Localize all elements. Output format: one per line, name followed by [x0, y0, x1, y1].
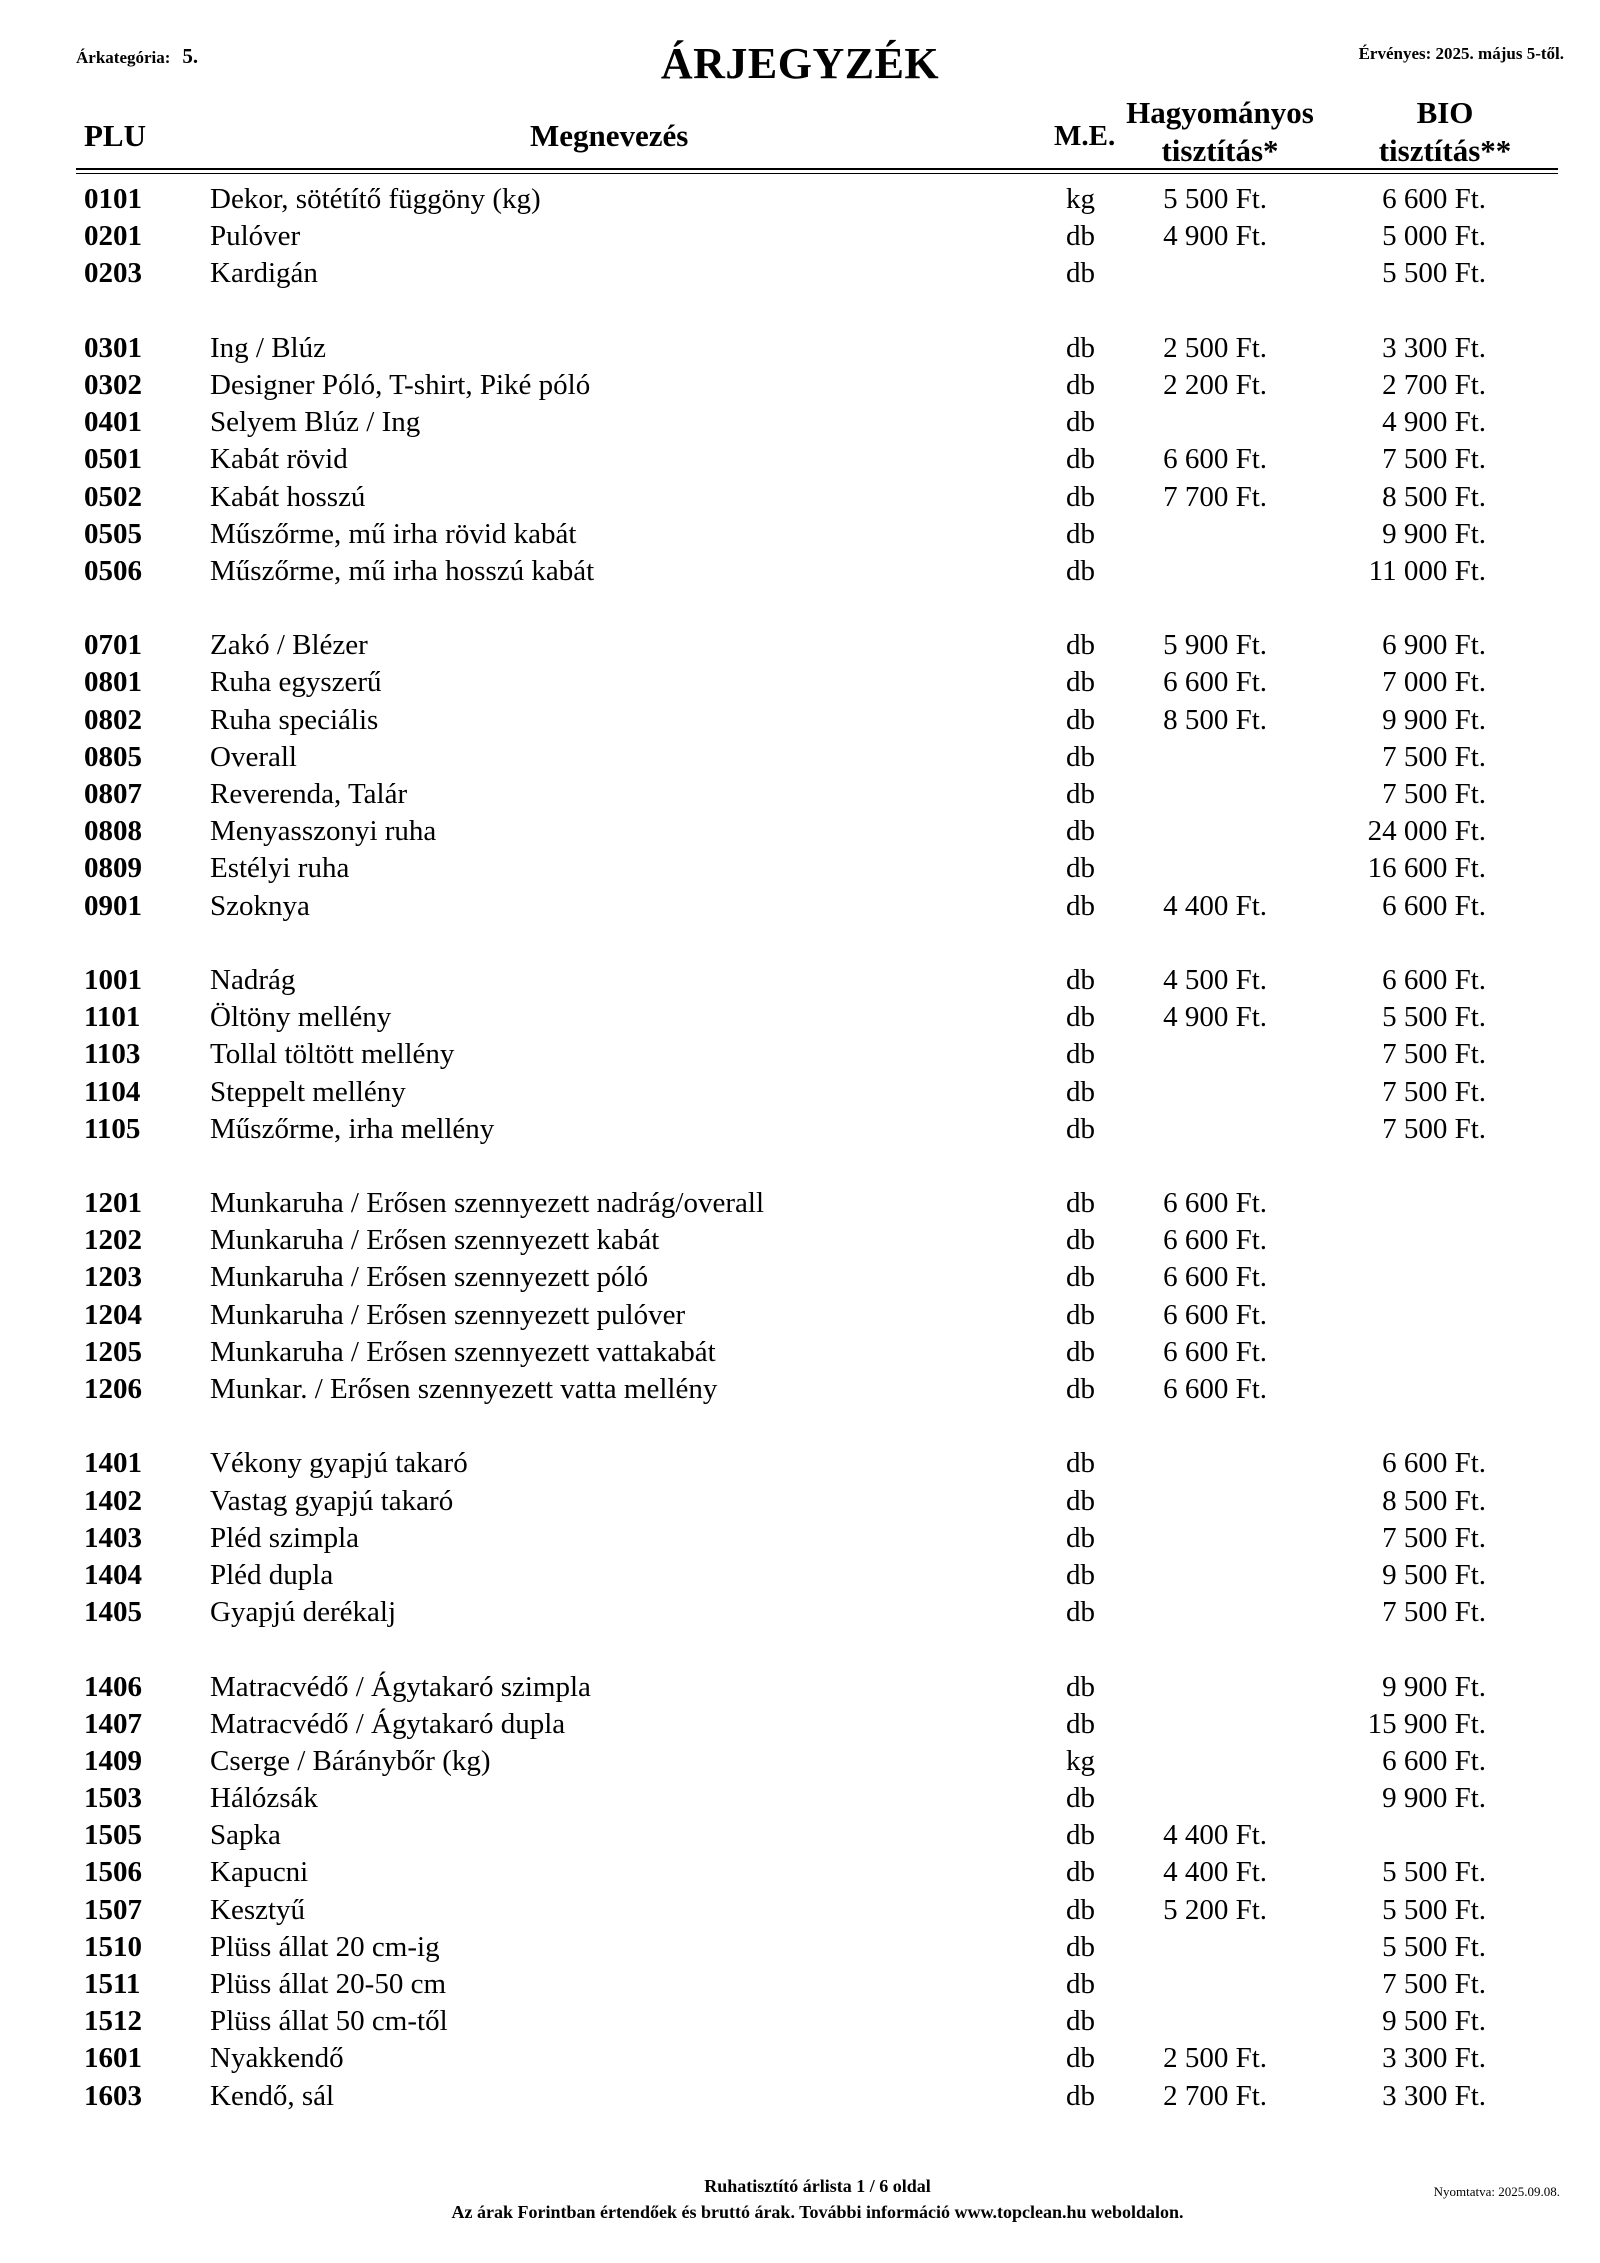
cell-unit: db [1066, 703, 1095, 736]
cell-bio-price: 7 500 Ft. [1382, 1075, 1486, 1108]
cell-plu: 0502 [84, 480, 142, 513]
table-row [0, 553, 1600, 590]
cell-bio-price: 3 300 Ft. [1382, 2079, 1486, 2112]
cell-unit: db [1066, 1261, 1095, 1294]
cell-plu: 0809 [84, 852, 142, 885]
cell-name: Hálózsák [210, 1782, 318, 1815]
cell-traditional-price: 6 600 Ft. [1163, 666, 1267, 699]
table-row [0, 2040, 1600, 2077]
cell-plu: 0101 [84, 183, 142, 215]
cell-bio-price: 7 500 Ft. [1382, 1112, 1486, 1145]
table-row [0, 218, 1600, 255]
table-row [0, 627, 1600, 664]
cell-unit: db [1066, 740, 1095, 773]
cell-name: Munkar. / Erősen szennyezett vatta mellény [210, 1373, 718, 1405]
cell-name: Kardigán [210, 257, 318, 290]
cell-unit: db [1066, 1484, 1095, 1517]
cell-bio-price: 5 500 Ft. [1382, 1893, 1486, 1926]
cell-bio-price: 9 500 Ft. [1382, 1558, 1486, 1591]
cell-bio-price: 7 500 Ft. [1382, 740, 1486, 773]
cell-unit: db [1066, 1224, 1095, 1257]
table-row [0, 1669, 1600, 1706]
cell-bio-price: 5 500 Ft. [1382, 1001, 1486, 1034]
table-row [0, 1780, 1600, 1817]
cell-name: Kesztyű [210, 1893, 306, 1926]
cell-unit: db [1066, 1001, 1095, 1034]
price-category-label: Árkategória: [76, 48, 171, 67]
cell-name: Pléd szimpla [210, 1521, 360, 1554]
cell-traditional-price: 6 600 Ft. [1163, 443, 1267, 476]
cell-name: Steppelt mellény [210, 1075, 406, 1108]
cell-name: Munkaruha / Erősen szennyezett vattakabát [210, 1335, 716, 1368]
cell-unit: db [1066, 889, 1095, 922]
cell-name: Sapka [210, 1819, 281, 1852]
table-row [0, 962, 1600, 999]
cell-bio-price: 6 600 Ft. [1382, 1744, 1486, 1777]
column-header-traditional-line1: Hagyományos [1126, 95, 1314, 130]
cell-unit: db [1066, 1298, 1095, 1331]
cell-plu: 0801 [84, 666, 142, 699]
table-row [0, 441, 1600, 478]
cell-bio-price: 9 900 Ft. [1382, 1782, 1486, 1815]
cell-unit: db [1066, 1707, 1095, 1740]
table-row [0, 1520, 1600, 1557]
table-row [0, 181, 1600, 218]
cell-traditional-price: 6 600 Ft. [1163, 1261, 1267, 1294]
cell-unit: db [1066, 2042, 1095, 2075]
table-spacer [0, 1631, 1600, 1668]
cell-plu: 1204 [84, 1298, 142, 1331]
cell-traditional-price: 4 400 Ft. [1163, 889, 1267, 922]
cell-bio-price: 5 500 Ft. [1382, 1930, 1486, 1963]
cell-bio-price: 6 600 Ft. [1382, 183, 1486, 215]
cell-plu: 1406 [84, 1670, 142, 1703]
table-row [0, 404, 1600, 441]
cell-plu: 1201 [84, 1187, 142, 1220]
cell-plu: 1603 [84, 2079, 142, 2112]
cell-bio-price: 5 500 Ft. [1382, 257, 1486, 290]
cell-name: Designer Póló, T-shirt, Piké póló [210, 368, 591, 401]
cell-name: Munkaruha / Erősen szennyezett kabát [210, 1224, 660, 1257]
table-row [0, 1706, 1600, 1743]
cell-traditional-price: 8 500 Ft. [1163, 703, 1267, 736]
cell-traditional-price: 2 500 Ft. [1163, 2042, 1267, 2075]
cell-bio-price: 8 500 Ft. [1382, 1484, 1486, 1517]
cell-traditional-price: 6 600 Ft. [1163, 1187, 1267, 1220]
cell-bio-price: 5 500 Ft. [1382, 1856, 1486, 1889]
cell-name: Munkaruha / Erősen szennyezett nadrág/overall [210, 1187, 765, 1220]
cell-unit: db [1066, 666, 1095, 699]
cell-bio-price: 24 000 Ft. [1367, 815, 1486, 848]
cell-plu: 0701 [84, 629, 142, 662]
table-row [0, 1371, 1600, 1408]
cell-bio-price: 6 600 Ft. [1382, 963, 1486, 996]
cell-traditional-price: 2 700 Ft. [1163, 2079, 1267, 2112]
cell-name: Kapucni [210, 1856, 309, 1889]
table-row [0, 1111, 1600, 1148]
cell-bio-price: 7 500 Ft. [1382, 1596, 1486, 1629]
cell-plu: 1405 [84, 1596, 142, 1629]
cell-plu: 0501 [84, 443, 142, 476]
cell-unit: db [1066, 1112, 1095, 1145]
cell-bio-price: 7 500 Ft. [1382, 778, 1486, 810]
cell-unit: db [1066, 2005, 1095, 2038]
cell-plu: 1103 [84, 1038, 141, 1071]
cell-unit: db [1066, 1075, 1095, 1108]
cell-traditional-price: 2 500 Ft. [1163, 331, 1267, 364]
cell-name: Öltöny mellény [210, 1001, 392, 1034]
cell-plu: 1503 [84, 1782, 142, 1815]
cell-unit: db [1066, 554, 1095, 587]
table-row [0, 739, 1600, 776]
cell-plu: 1202 [84, 1224, 142, 1257]
cell-bio-price: 9 900 Ft. [1382, 1670, 1486, 1703]
cell-unit: db [1066, 220, 1095, 253]
cell-plu: 0301 [84, 331, 142, 364]
cell-traditional-price: 7 700 Ft. [1163, 480, 1267, 513]
cell-unit: db [1066, 1930, 1095, 1963]
table-row [0, 1892, 1600, 1929]
cell-unit: db [1066, 778, 1095, 810]
table-row [0, 1036, 1600, 1073]
cell-unit: db [1066, 1558, 1095, 1591]
cell-unit: db [1066, 368, 1095, 401]
cell-plu: 0506 [84, 554, 142, 587]
table-spacer [0, 1408, 1600, 1445]
cell-unit: db [1066, 1521, 1095, 1554]
table-row [0, 1297, 1600, 1334]
cell-plu: 0808 [84, 815, 142, 848]
cell-name: Munkaruha / Erősen szennyezett póló [210, 1261, 649, 1294]
table-row [0, 999, 1600, 1036]
table-row [0, 2078, 1600, 2115]
cell-traditional-price: 5 900 Ft. [1163, 629, 1267, 662]
cell-name: Ruha egyszerű [210, 666, 382, 699]
cell-unit: db [1066, 443, 1095, 476]
cell-unit: db [1066, 629, 1095, 662]
cell-name: Tollal töltött mellény [210, 1038, 455, 1071]
cell-name: Szoknya [210, 889, 310, 922]
column-header-name: Megnevezés [530, 118, 689, 153]
cell-unit: db [1066, 406, 1095, 439]
cell-unit: db [1066, 1038, 1095, 1071]
table-row [0, 330, 1600, 367]
table-spacer [0, 1148, 1600, 1185]
table-spacer [0, 925, 1600, 962]
cell-plu: 0505 [84, 517, 142, 550]
cell-name: Kabát rövid [210, 443, 348, 476]
table-row [0, 367, 1600, 404]
cell-traditional-price: 5 500 Ft. [1163, 183, 1267, 215]
cell-bio-price: 8 500 Ft. [1382, 480, 1486, 513]
cell-unit: db [1066, 1373, 1095, 1405]
column-header-plu: PLU [84, 118, 146, 153]
table-row [0, 850, 1600, 887]
cell-plu: 1404 [84, 1558, 142, 1591]
table-row [0, 1222, 1600, 1259]
cell-unit: db [1066, 331, 1095, 364]
cell-unit: db [1066, 1819, 1095, 1852]
table-row [0, 813, 1600, 850]
cell-plu: 1407 [84, 1707, 142, 1740]
column-header-traditional-line2: tisztítás* [1161, 133, 1279, 168]
cell-name: Munkaruha / Erősen szennyezett pulóver [210, 1298, 686, 1331]
cell-traditional-price: 4 400 Ft. [1163, 1856, 1267, 1889]
column-header-unit: M.E. [1054, 120, 1116, 152]
cell-bio-price: 5 000 Ft. [1382, 220, 1486, 253]
cell-name: Plüss állat 20-50 cm [210, 1968, 447, 2000]
cell-unit: db [1066, 2079, 1095, 2112]
cell-plu: 1402 [84, 1484, 142, 1517]
cell-name: Ruha speciális [210, 703, 379, 736]
cell-name: Matracvédő / Ágytakaró dupla [210, 1707, 566, 1740]
cell-bio-price: 3 300 Ft. [1382, 2042, 1486, 2075]
cell-plu: 1505 [84, 1819, 142, 1852]
cell-unit: db [1066, 1447, 1095, 1480]
cell-name: Kendő, sál [210, 2079, 335, 2112]
cell-plu: 1205 [84, 1335, 142, 1368]
table-row [0, 888, 1600, 925]
cell-name: Műszőrme, mű irha rövid kabát [210, 517, 577, 550]
cell-plu: 0805 [84, 740, 142, 773]
cell-name: Selyem Blúz / Ing [210, 406, 421, 439]
cell-traditional-price: 4 500 Ft. [1163, 963, 1267, 996]
cell-bio-price: 7 500 Ft. [1382, 443, 1486, 476]
cell-name: Pléd dupla [210, 1558, 334, 1591]
cell-bio-price: 7 500 Ft. [1382, 1521, 1486, 1554]
table-row [0, 664, 1600, 701]
page-title: ÁRJEGYZÉK [660, 39, 940, 88]
cell-unit: db [1066, 1782, 1095, 1815]
cell-plu: 0302 [84, 368, 142, 401]
table-spacer [0, 590, 1600, 627]
table-row [0, 2003, 1600, 2040]
cell-name: Dekor, sötétítő függöny (kg) [210, 183, 541, 215]
cell-plu: 1601 [84, 2042, 142, 2075]
cell-bio-price: 15 900 Ft. [1367, 1707, 1486, 1740]
table-row [0, 1259, 1600, 1296]
cell-bio-price: 7 500 Ft. [1382, 1968, 1486, 2000]
cell-plu: 0401 [84, 406, 142, 439]
table-row [0, 1594, 1600, 1631]
cell-name: Plüss állat 50 cm-től [210, 2005, 448, 2038]
cell-bio-price: 6 600 Ft. [1382, 889, 1486, 922]
cell-traditional-price: 5 200 Ft. [1163, 1893, 1267, 1926]
cell-name: Nyakkendő [210, 2042, 344, 2075]
cell-plu: 1401 [84, 1447, 142, 1480]
cell-bio-price: 6 600 Ft. [1382, 1447, 1486, 1480]
price-category-value: 5. [182, 44, 199, 68]
header-divider-thick [76, 168, 1558, 170]
table-row [0, 1334, 1600, 1371]
cell-plu: 1206 [84, 1373, 142, 1405]
table-row [0, 479, 1600, 516]
cell-plu: 0201 [84, 220, 142, 253]
table-row [0, 1817, 1600, 1854]
cell-name: Estélyi ruha [210, 852, 350, 885]
cell-name: Overall [210, 740, 297, 773]
cell-unit: db [1066, 1335, 1095, 1368]
table-row [0, 1743, 1600, 1780]
table-row [0, 1483, 1600, 1520]
table-row [0, 1557, 1600, 1594]
cell-traditional-price: 6 600 Ft. [1163, 1373, 1267, 1405]
cell-bio-price: 7 500 Ft. [1382, 1038, 1486, 1071]
cell-bio-price: 16 600 Ft. [1367, 852, 1486, 885]
footer-note: Az árak Forintban értendőek és bruttó árak. További információ www.topclean.hu weboldalon. [451, 2202, 1184, 2222]
cell-name: Gyapjú derékalj [210, 1596, 397, 1629]
cell-plu: 0203 [84, 257, 142, 290]
cell-plu: 0802 [84, 703, 142, 736]
cell-traditional-price: 6 600 Ft. [1163, 1298, 1267, 1331]
cell-name: Menyasszonyi ruha [210, 815, 437, 848]
cell-plu: 1510 [84, 1930, 142, 1963]
cell-unit: db [1066, 480, 1095, 513]
cell-plu: 1507 [84, 1893, 142, 1926]
cell-plu: 1512 [84, 2005, 142, 2038]
table-row [0, 776, 1600, 813]
cell-name: Reverenda, Talár [210, 778, 408, 810]
cell-unit: db [1066, 517, 1095, 550]
cell-name: Pulóver [210, 220, 301, 253]
cell-bio-price: 3 300 Ft. [1382, 331, 1486, 364]
column-header-bio [1345, 94, 1545, 170]
table-row [0, 255, 1600, 292]
cell-traditional-price: 6 600 Ft. [1163, 1335, 1267, 1368]
cell-unit: db [1066, 963, 1095, 996]
cell-unit: kg [1066, 183, 1095, 215]
cell-unit: db [1066, 1893, 1095, 1926]
cell-bio-price: 9 900 Ft. [1382, 517, 1486, 550]
cell-name: Matracvédő / Ágytakaró szimpla [210, 1670, 591, 1703]
cell-plu: 1506 [84, 1856, 142, 1889]
cell-unit: db [1066, 257, 1095, 290]
cell-name: Műszőrme, irha mellény [210, 1112, 495, 1145]
footer-page-info: Ruhatisztító árlista 1 / 6 oldal [704, 2176, 931, 2196]
cell-plu: 1104 [84, 1075, 141, 1108]
cell-plu: 1403 [84, 1521, 142, 1554]
cell-bio-price: 6 900 Ft. [1382, 629, 1486, 662]
column-header-traditional [1120, 94, 1320, 170]
column-header-bio-line1: BIO [1416, 95, 1474, 130]
cell-name: Kabát hosszú [210, 480, 366, 513]
cell-name: Vastag gyapjú takaró [210, 1484, 454, 1517]
cell-bio-price: 4 900 Ft. [1382, 406, 1486, 439]
cell-unit: db [1066, 1670, 1095, 1703]
cell-bio-price: 9 500 Ft. [1382, 2005, 1486, 2038]
cell-unit: db [1066, 1856, 1095, 1889]
cell-name: Cserge / Báránybőr (kg) [210, 1744, 491, 1777]
cell-traditional-price: 4 900 Ft. [1163, 220, 1267, 253]
table-row [0, 1445, 1600, 1482]
table-row [0, 1854, 1600, 1891]
price-table [0, 181, 1600, 2115]
cell-bio-price: 2 700 Ft. [1382, 368, 1486, 401]
cell-plu: 1511 [84, 1968, 141, 2000]
cell-plu: 1001 [84, 963, 142, 996]
cell-plu: 1105 [84, 1112, 141, 1145]
cell-plu: 0901 [84, 889, 142, 922]
cell-name: Ing / Blúz [210, 331, 326, 364]
valid-from: Érvényes: 2025. május 5-től. [1358, 44, 1564, 63]
cell-plu: 0807 [84, 778, 142, 810]
cell-unit: db [1066, 1968, 1095, 2000]
cell-traditional-price: 4 900 Ft. [1163, 1001, 1267, 1034]
table-row [0, 1074, 1600, 1111]
table-row [0, 1929, 1600, 1966]
cell-unit: kg [1066, 1744, 1095, 1777]
cell-traditional-price: 6 600 Ft. [1163, 1224, 1267, 1257]
cell-traditional-price: 4 400 Ft. [1163, 1819, 1267, 1852]
cell-unit: db [1066, 1187, 1095, 1220]
cell-bio-price: 11 000 Ft. [1368, 554, 1486, 587]
table-row [0, 1966, 1600, 2003]
table-row [0, 516, 1600, 553]
table-spacer [0, 293, 1600, 330]
table-row [0, 702, 1600, 739]
cell-bio-price: 7 000 Ft. [1382, 666, 1486, 699]
cell-traditional-price: 2 200 Ft. [1163, 368, 1267, 401]
cell-plu: 1203 [84, 1261, 142, 1294]
cell-bio-price: 9 900 Ft. [1382, 703, 1486, 736]
cell-name: Vékony gyapjú takaró [210, 1447, 468, 1480]
cell-name: Plüss állat 20 cm-ig [210, 1930, 440, 1963]
cell-plu: 1409 [84, 1744, 142, 1777]
cell-unit: db [1066, 815, 1095, 848]
cell-plu: 1101 [84, 1001, 141, 1034]
column-header-bio-line2: tisztítás** [1378, 133, 1512, 168]
cell-unit: db [1066, 852, 1095, 885]
cell-name: Zakó / Blézer [210, 629, 368, 662]
table-row [0, 1185, 1600, 1222]
cell-name: Műszőrme, mű irha hosszú kabát [210, 554, 595, 587]
header-divider-thin [76, 173, 1558, 174]
cell-name: Nadrág [210, 963, 296, 996]
cell-unit: db [1066, 1596, 1095, 1629]
printed-date: Nyomtatva: 2025.09.08. [1433, 2184, 1560, 2199]
